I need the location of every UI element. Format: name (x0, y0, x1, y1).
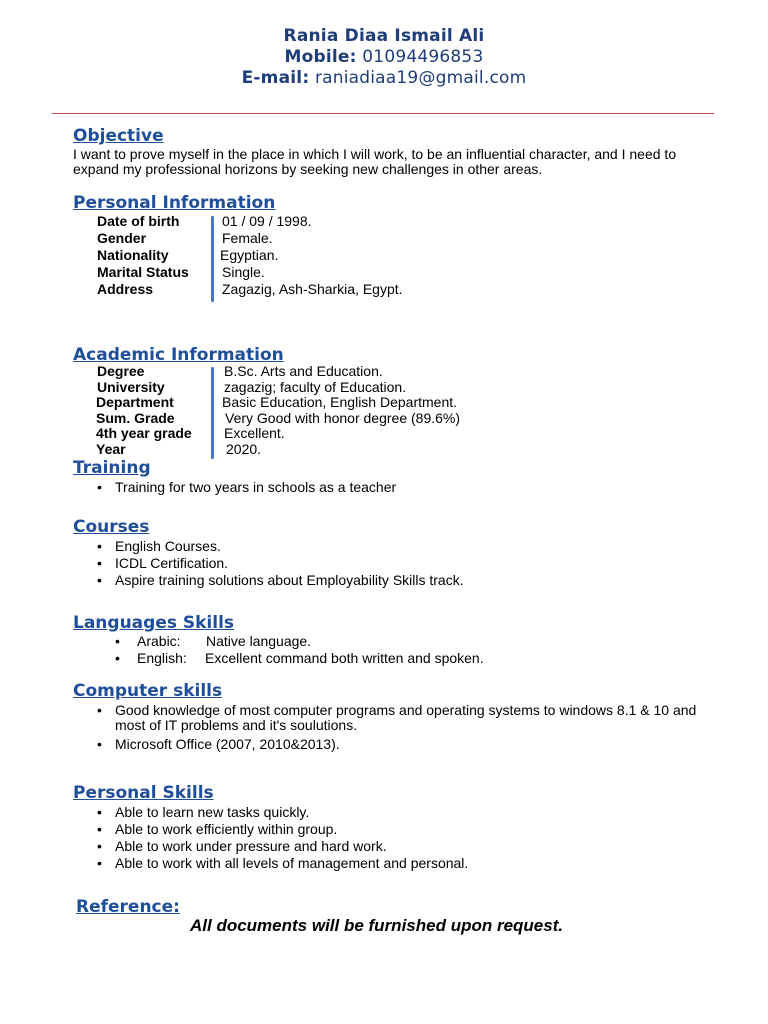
email-label: E-mail: (241, 68, 310, 88)
list-item: • Able to work efficiently within group. (73, 821, 468, 838)
ai-label: Degree (97, 363, 145, 379)
training-list (73, 479, 396, 496)
list-item (73, 650, 484, 667)
courses-list (73, 538, 464, 589)
ai-label: Department (96, 394, 174, 410)
pi-value: Single. (222, 264, 265, 280)
languages-heading: Languages Skills (73, 613, 235, 633)
personal-skills-list (73, 804, 468, 872)
mobile-label: Mobile: (284, 47, 357, 67)
pi-value: Zagazig, Ash-Sharkia, Egypt. (222, 281, 403, 297)
language-level: Native language. (206, 633, 312, 649)
list-item: • Able to learn new tasks quickly. (73, 804, 468, 821)
ai-value: zagazig; faculty of Education. (224, 378, 407, 395)
pi-value: Female. (222, 230, 273, 246)
ai-label: University (97, 378, 165, 395)
reference-heading: Reference: (76, 897, 180, 917)
ai-value: B.Sc. Arts and Education. (224, 363, 383, 379)
list-item: • Able to work under pressure and hard work. (73, 838, 468, 855)
list-item: • Microsoft Office (2007, 2010&2013). (73, 736, 713, 753)
header-divider (52, 113, 714, 114)
pi-label: Gender (97, 230, 147, 246)
objective-text: I want to prove myself in the place in which I will work, to be an influential character, and I need to expand my professional horizons by seeking new challenges in other areas. (73, 146, 677, 177)
pi-label: Nationality (97, 247, 169, 263)
ai-label: Year (96, 440, 126, 457)
list-item (73, 633, 484, 650)
list-item: • ICDL Certification. (73, 555, 464, 572)
list-item: • Aspire training solutions about Employability Skills track. (73, 572, 464, 589)
pi-value: 01 / 09 / 1998. (222, 213, 312, 229)
ai-value: Very Good with honor degree (89.6%) (225, 409, 461, 426)
personal-info-heading: Personal Information (73, 193, 276, 213)
language-name: English: (137, 650, 187, 666)
language-level: Excellent command both written and spoken. (205, 650, 484, 666)
training-heading: Training (73, 458, 151, 478)
list-item: • Able to work with all levels of management and personal. (73, 855, 468, 872)
candidate-name: Rania Diaa Ismail Ali (283, 26, 485, 46)
mobile-line (0, 47, 768, 68)
reference-text: All documents will be furnished upon request. (190, 916, 564, 935)
email-address: raniadiaa19@gmail.com (314, 68, 527, 88)
languages-list (73, 633, 484, 667)
personal-skills-heading: Personal Skills (73, 783, 214, 803)
language-name: Arabic: (137, 633, 181, 649)
list-item: • Training for two years in schools as a teacher (73, 479, 396, 496)
list-item: • Good knowledge of most computer programs and operating systems to windows 8.1 & 10 and most of IT problems and it's soulutions. (73, 703, 713, 736)
pi-label: Date of birth (97, 213, 180, 229)
computer-skills-heading: Computer skills (73, 681, 223, 701)
ai-label: 4th year grade (96, 425, 192, 441)
courses-heading: Courses (73, 517, 150, 537)
email-line (0, 68, 768, 89)
academic-info-bar (211, 367, 214, 459)
computer-skills-list (73, 703, 713, 753)
pi-label: Marital Status (97, 264, 189, 280)
pi-value: Egyptian. (220, 247, 279, 263)
ai-value: Excellent. (224, 425, 285, 441)
pi-label: Address (97, 281, 154, 297)
resume-header (0, 26, 768, 89)
ai-label: Sum. Grade (96, 409, 175, 426)
objective-heading: Objective (73, 126, 164, 146)
academic-info-heading: Academic Information (73, 345, 284, 365)
personal-info-bar (211, 216, 214, 302)
mobile-number: 01094496853 (362, 47, 484, 67)
ai-value: Basic Education, English Department. (222, 394, 458, 410)
ai-value: 2020. (226, 440, 262, 457)
list-item: • English Courses. (73, 538, 464, 555)
